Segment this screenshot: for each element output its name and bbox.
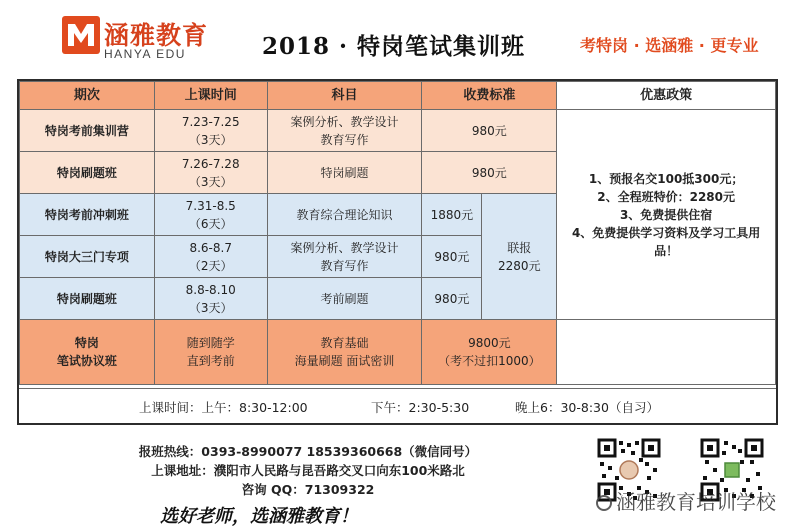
row-subject: 教育综合理论知识 xyxy=(267,194,422,236)
header-policy: 优惠政策 xyxy=(557,82,776,110)
policy-item: 3、免费提供住宿 xyxy=(619,207,713,222)
row-time: 7.23-7.25 （3天） xyxy=(154,110,267,152)
hotline: 报班热线：0393-8990077 18539360668（微信同号） xyxy=(138,444,478,459)
row-fee: 980元 xyxy=(422,152,557,194)
policy-item: 1、预报名交100抵300元； xyxy=(588,171,744,186)
row-name: 特岗 笔试协议班 xyxy=(20,320,155,385)
row-time: 8.6-8.7 （2天） xyxy=(154,236,267,278)
row-fee: 980元 xyxy=(422,236,482,278)
row-time: 7.26-7.28 （3天） xyxy=(154,152,267,194)
row-subject: 案例分析、教学设计 教育写作 xyxy=(267,236,422,278)
row-subject: 案例分析、教学设计 教育写作 xyxy=(267,110,422,152)
row-fee: 980元 xyxy=(422,110,557,152)
row-time: 8.8-8.10 （3天） xyxy=(154,278,267,320)
row-name: 特岗考前集训营 xyxy=(20,110,155,152)
row-name: 特岗刷题班 xyxy=(20,152,155,194)
evening-time: 晚上6：30-8:30（自习） xyxy=(515,400,659,415)
contact-info xyxy=(118,442,498,499)
policy-item: 2、全程班特价：2280元 xyxy=(597,189,735,204)
row-fee: 980元 xyxy=(422,278,482,320)
page-header xyxy=(0,0,800,78)
row-subject: 特岗刷题 xyxy=(267,152,422,194)
morning-time: 上课时间：上午：8:30-12:00 xyxy=(139,400,308,415)
table-row xyxy=(20,110,776,152)
policy-empty-cell xyxy=(557,320,776,385)
combo-fee: 联报 2280元 xyxy=(482,194,557,320)
table-header-row xyxy=(20,82,776,110)
afternoon-time: 下午：2:30-5:30 xyxy=(371,400,470,415)
row-fee: 9800元 （考不过扣1000） xyxy=(422,320,557,385)
hanya-logo xyxy=(62,16,222,66)
footer-slogan: 选好老师，选涵雅教育！ xyxy=(160,506,358,527)
header-time: 上课时间 xyxy=(154,82,267,110)
row-fee: 1880元 xyxy=(422,194,482,236)
logo-english-name: HANYA EDU xyxy=(104,47,186,61)
policy-cell xyxy=(557,110,776,320)
row-name: 特岗刷题班 xyxy=(20,278,155,320)
row-name: 特岗考前冲刺班 xyxy=(20,194,155,236)
qq-contact: 咨询 QQ：71309322 xyxy=(241,482,375,497)
logo-chinese-name: 涵雅教育 xyxy=(104,21,209,50)
row-name: 特岗大三门专项 xyxy=(20,236,155,278)
policy-item: 4、免费提供学习资料及学习工具用品！ xyxy=(571,225,761,258)
table-row xyxy=(20,320,776,385)
row-subject: 教育基础 海量刷题 面试密训 xyxy=(267,320,422,385)
class-time-bar xyxy=(19,388,776,423)
header-period: 期次 xyxy=(20,82,155,110)
hanya-logo-icon xyxy=(62,16,100,54)
row-time: 7.31-8.5 （6天） xyxy=(154,194,267,236)
wechat-watermark: 涵雅教育培训学校 xyxy=(596,486,776,515)
page-title: 2018 · 特岗笔试集训班 xyxy=(262,33,526,60)
course-table xyxy=(19,81,776,385)
header-subject: 科目 xyxy=(267,82,422,110)
row-subject: 考前刷题 xyxy=(267,278,422,320)
address: 上课地址：濮阳市人民路与昆吾路交叉口向东100米路北 xyxy=(151,463,465,478)
schedule-frame xyxy=(17,79,778,425)
header-fee: 收费标准 xyxy=(422,82,557,110)
page-footer xyxy=(0,432,800,531)
row-time: 随到随学 直到考前 xyxy=(154,320,267,385)
header-slogan: 考特岗 · 选涵雅 · 更专业 xyxy=(580,36,759,55)
wechat-icon xyxy=(596,495,612,511)
